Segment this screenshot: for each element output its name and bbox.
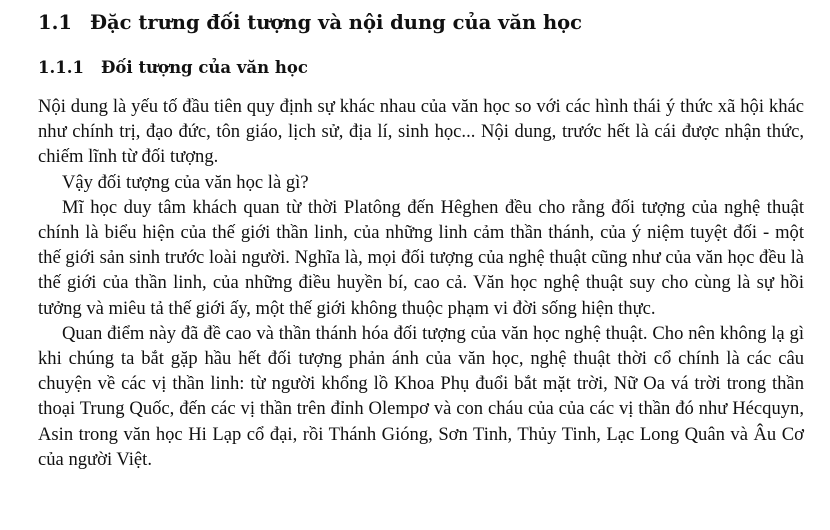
subsection-heading (38, 56, 804, 80)
body-text (38, 94, 804, 472)
subsection-number: 1.1.1 (38, 58, 84, 77)
paragraph-2: Vậy đối tượng của văn học là gì? (62, 171, 309, 193)
section-number: 1.1 (38, 11, 72, 34)
paragraph-4: Quan điểm này đã đề cao và thần thánh hóa đối tượng của văn học nghệ thuật. Cho nên không lạ gì khi chúng ta bắt gặp hầu hết đối tượng phản ánh của văn học, nghệ thuật thời cổ chính là các câu chuyện về các vị thần linh: từ người khổng lồ Khoa Phụ đuổi bắt mặt trời, Nữ Oa vá trời trong thần thoại Trung Quốc, đến các vị thần trên đỉnh Olempơ và con cháu của của các vị thần đó như Hécquyn, Asin trong văn học Hi Lạp cổ đại, rồi Thánh Gióng, Sơn Tinh, Thủy Tinh, Lạc Long Quân và Âu Cơ của người Việt. (38, 322, 804, 470)
document-page (38, 10, 804, 472)
section-title: Đặc trưng đối tượng và nội dung của văn học (90, 11, 583, 34)
paragraph-1: Nội dung là yếu tố đầu tiên quy định sự khác nhau của văn học so với các hình thái ý thức xã hội khác như chính trị, đạo đức, tôn giáo, lịch sử, địa lí, sinh học... Nội dung, trước hết là cái được nhận thức, chiếm lĩnh từ đối tượng. (38, 96, 804, 168)
subsection-title: Đối tượng của văn học (101, 58, 308, 77)
paragraph-3: Mĩ học duy tâm khách quan từ thời Platông đến Hêghen đều cho rằng đối tượng của nghệ thuật chính là biểu hiện của thế giới thần linh, của những linh cảm thần thánh, của ý niệm tuyệt đối - một thế giới sản sinh trước loài người. Nghĩa là, mọi đối tượng của nghệ thuật cũng như của văn học đều là thế giới của thần linh, của những điều huyền bí, cao cả. Văn học nghệ thuật suy cho cùng là sự hồi tưởng và miêu tả thế giới ấy, một thế giới không thuộc phạm vi đời sống hiện thực. (38, 196, 804, 319)
section-heading (38, 10, 804, 36)
